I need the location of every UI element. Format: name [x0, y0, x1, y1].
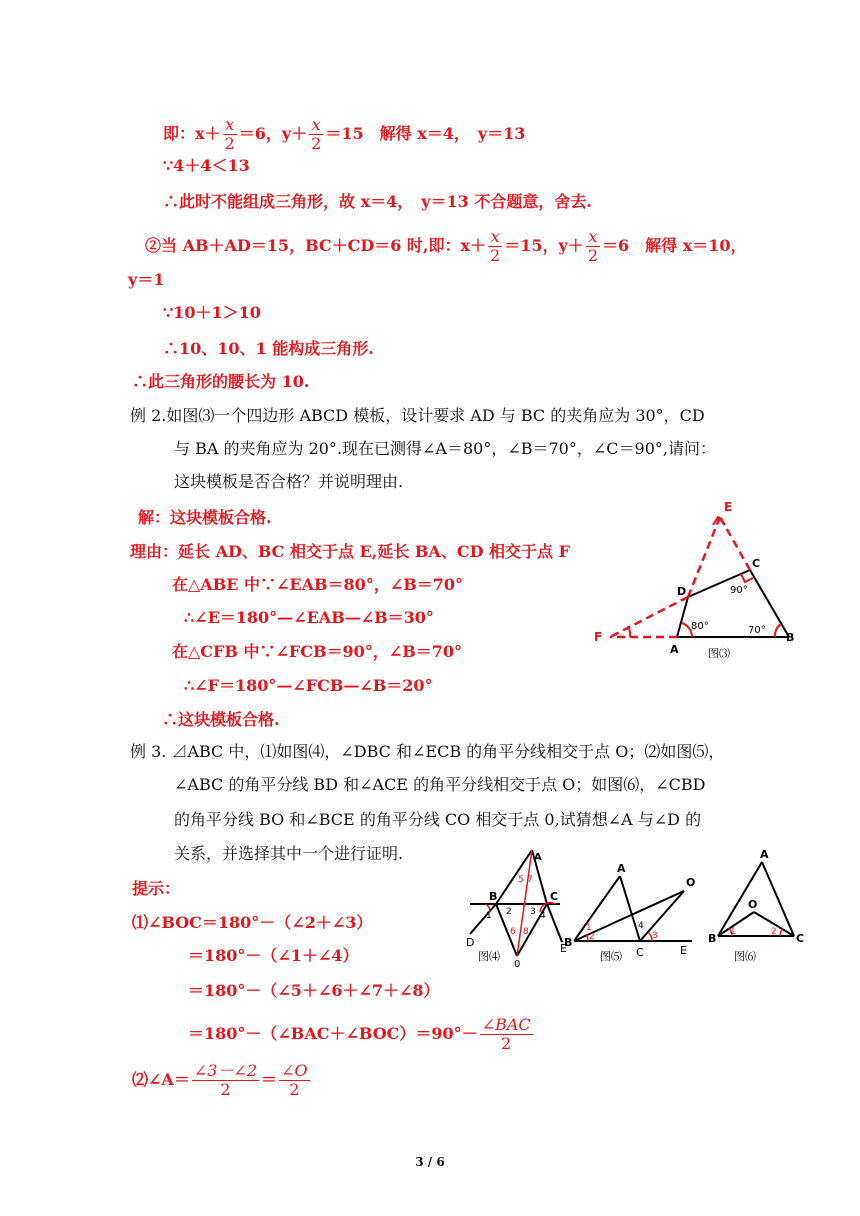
label-F: F — [594, 630, 603, 644]
svg-text:4: 4 — [540, 911, 546, 921]
solution-y-line: y＝1 — [128, 270, 165, 289]
figure-3-quadrilateral — [590, 495, 800, 670]
example-3-line-3: 的角平分线 BO 和∠BCE 的角平分线 CO 相交于点 0,试猜想∠A 与∠D 的 — [174, 810, 702, 829]
conclusion-line-1: ∴此时不能组成三角形，故 x＝4， y＝13 不合题意，舍去. — [163, 192, 592, 211]
example-2-line-3: 这块模板是否合格？并说明理由. — [174, 472, 404, 491]
svg-text:2: 2 — [506, 907, 512, 917]
fraction-o-over-2: $\frac{\angle O}{2}$ — [281, 1061, 308, 1099]
svg-text:B: B — [708, 932, 717, 945]
svg-text:C: C — [796, 932, 805, 945]
solution-line-1: 解：这块模板合格. — [138, 508, 272, 527]
svg-text:A: A — [760, 848, 769, 861]
svg-text:O: O — [686, 876, 696, 889]
fraction-bac-over-2: $\frac{\text{∠BAC}}{2}$ — [481, 1015, 531, 1053]
angle-a-label: 80° — [691, 621, 709, 632]
page-number: 3 / 6 — [415, 1155, 445, 1169]
example-2-line-1: 例 2.如图⑶一个四边形 ABCD 模板，设计要求 AD 与 BC 的夹角应为 30°，CD — [130, 406, 705, 425]
fraction-angle-diff-over-2: $\frac{\angle 3-\angle 2}{2}$ — [193, 1061, 258, 1099]
solution-line-7: ∴这块模板合格. — [162, 710, 280, 729]
svg-text:8: 8 — [523, 927, 529, 937]
hint-line-4: ＝180°－（∠BAC＋∠BOC）＝90°－ $\frac{\text{∠BAC}}{2}$ — [188, 1015, 531, 1053]
svg-text:C: C — [636, 946, 644, 959]
case-2-line: ②当 AB＋AD＝15，BC＋CD＝6 时,即：x＋ $\frac{x}{2}$ ＝15，y＋ $\frac{x}{2}$ ＝6 解得 x＝10， — [145, 227, 747, 265]
solution-line-5: 在△CFB 中∵∠FCB＝90°，∠B＝70° — [172, 642, 462, 661]
svg-text:4: 4 — [638, 921, 644, 931]
fraction-x-over-2: $\frac{x}{2}$ — [587, 227, 598, 265]
reason-line-2: ∵10＋1＞10 — [163, 303, 261, 322]
hint-title: 提示： — [132, 879, 181, 898]
svg-text:O: O — [748, 898, 758, 911]
conclusion-line-2: ∴10、10、1 能构成三角形. — [163, 339, 374, 358]
svg-text:5: 5 — [518, 875, 524, 885]
svg-text:1: 1 — [586, 923, 592, 933]
figures-4-5-6 — [462, 846, 807, 971]
svg-text:B: B — [564, 936, 573, 949]
fraction-x-over-2: $\frac{x}{2}$ — [490, 227, 501, 265]
label-D: D — [677, 585, 687, 598]
example-3-line-1: 例 3. ⊿ABC 中，⑴如图⑷，∠DBC 和∠ECB 的角平分线相交于点 O；⑵如图⑸， — [130, 742, 725, 761]
svg-text:B: B — [489, 890, 498, 903]
svg-text:A: A — [534, 852, 542, 863]
hint-line-2: ＝180°－（∠1＋∠4） — [188, 946, 359, 965]
reason-line-1: ∵4＋4＜13 — [163, 156, 250, 175]
equation-line-1: 即：x＋ $\frac{x}{2}$ ＝6，y＋ $\frac{x}{2}$ ＝15 解得 x＝4， y＝13 — [163, 115, 526, 153]
figure-4-caption: 图⑷ — [478, 950, 500, 963]
fraction-x-over-2: $\frac{x}{2}$ — [224, 115, 235, 153]
svg-text:3: 3 — [652, 931, 658, 941]
solution-line-6: ∴∠F＝180°—∠FCB—∠B＝20° — [184, 676, 433, 695]
svg-text:C: C — [550, 890, 559, 903]
label-B: B — [786, 631, 795, 644]
example-2-line-2: 与 BA 的夹角应为 20°.现在已测得∠A＝80°，∠B＝70°，∠C＝90°,请问： — [174, 439, 716, 458]
svg-text:1: 1 — [486, 911, 492, 921]
svg-text:7: 7 — [527, 875, 533, 885]
svg-text:E: E — [680, 944, 687, 957]
solution-line-2: 理由：延长 AD、BC 相交于点 E,延长 BA、CD 相交于点 F — [130, 542, 570, 561]
angle-b-label: 70° — [748, 625, 766, 636]
example-3-line-2: ∠ABC 的角平分线 BD 和∠ACE 的角平分线相交于点 O；如图⑹，∠CBD — [174, 775, 706, 794]
label-A: A — [670, 643, 679, 656]
figure-6 — [708, 848, 804, 963]
hint-line-5: ⑵∠A＝ $\frac{\angle 3-\angle 2}{2}$ ＝ $\frac{\angle O}{2}$ — [132, 1061, 308, 1099]
hint-line-3: ＝180°－（∠5＋∠6＋∠7＋∠8） — [188, 981, 440, 1000]
label-C: C — [752, 557, 761, 570]
example-3-line-4: 关系，并选择其中一个进行证明. — [174, 844, 404, 863]
figure-5 — [564, 862, 695, 963]
hint-line-1: ⑴∠BOC＝180°－（∠2＋∠3） — [132, 913, 373, 932]
figure-4 — [466, 850, 567, 970]
svg-text:0: 0 — [514, 959, 521, 970]
label-E: E — [724, 500, 733, 514]
svg-text:2: 2 — [589, 932, 595, 942]
figure-3-caption: 图⑶ — [708, 647, 730, 660]
svg-text:1: 1 — [730, 927, 736, 937]
solution-line-4: ∴∠E＝180°—∠EAB—∠B＝30° — [184, 608, 434, 627]
figure-5-caption: 图⑸ — [600, 950, 622, 963]
angle-c-label: 90° — [730, 585, 748, 596]
svg-text:6: 6 — [510, 927, 516, 937]
svg-text:3: 3 — [530, 907, 536, 917]
svg-text:A: A — [617, 862, 626, 875]
svg-text:2: 2 — [771, 927, 777, 937]
svg-text:E: E — [560, 942, 567, 955]
fraction-x-over-2: $\frac{x}{2}$ — [311, 115, 322, 153]
solution-line-3: 在△ABE 中∵∠EAB＝80°，∠B＝70° — [172, 575, 464, 594]
svg-text:D: D — [466, 936, 475, 949]
final-answer-line: ∴此三角形的腰长为 10. — [132, 372, 310, 391]
figure-6-caption: 图⑹ — [734, 950, 756, 963]
